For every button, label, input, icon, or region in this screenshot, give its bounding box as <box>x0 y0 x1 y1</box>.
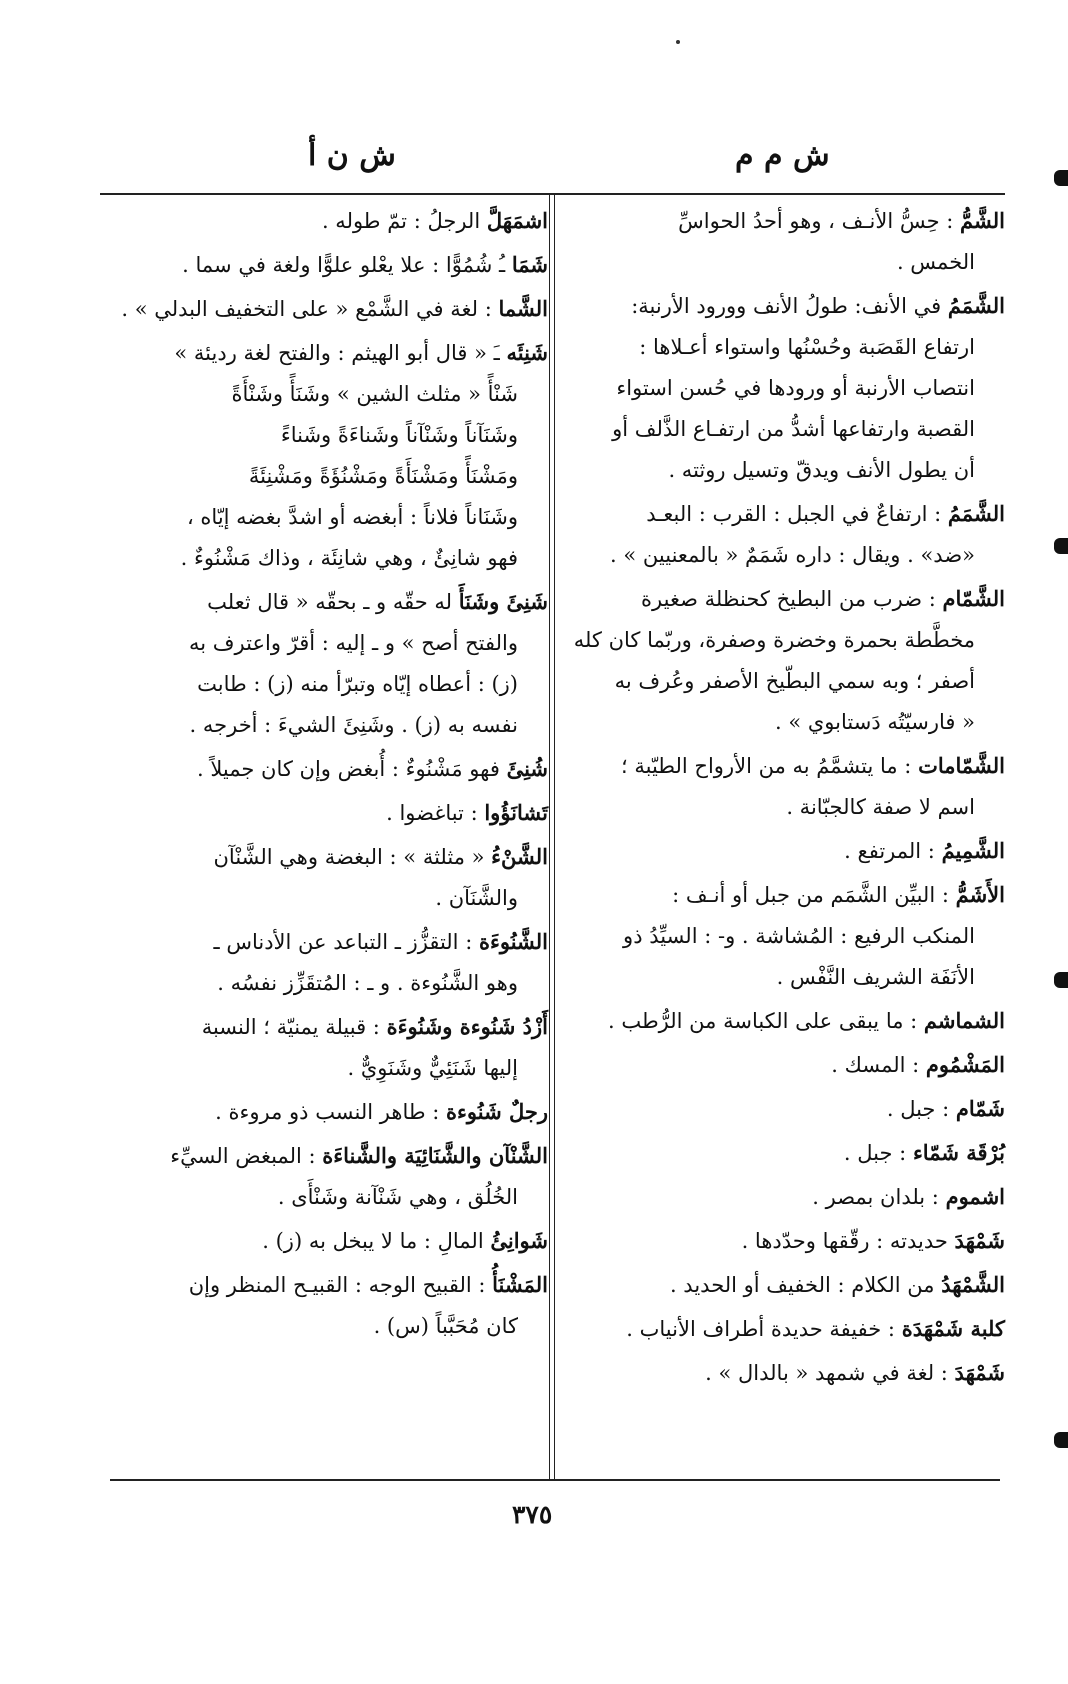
entry-first-line <box>108 200 548 242</box>
dictionary-entry <box>562 1220 1005 1262</box>
dictionary-entry <box>562 1264 1005 1306</box>
dictionary-entry <box>562 493 1005 576</box>
column-divider <box>549 193 555 1479</box>
dictionary-entry <box>562 1352 1005 1394</box>
entry-first-line <box>562 745 1005 787</box>
entry-continuation-line: فهو شانِئٌ ، وهي شانِئَة ، وذاك مَشْنُوءٌ . <box>180 546 518 570</box>
dictionary-entry <box>108 1264 548 1347</box>
entry-first-line <box>108 1220 548 1262</box>
dictionary-entry <box>108 748 548 790</box>
entry-continuation-line: والشَّنَآن . <box>435 886 518 910</box>
entry-headword: شَمْهَدَ <box>954 1360 1005 1385</box>
entry-continuation-line: المنكب الرفيع : المُشاشة . و- : السيِّدُ ذو <box>623 924 975 948</box>
entry-definition: ـُ شُمُوًّا : علا يعْلو علوًّا ولغة في سما . <box>182 253 506 277</box>
dictionary-entry <box>108 1220 548 1262</box>
entry-definition: : التقزُّز ـ التباعد عن الأدناس ـ <box>213 930 473 954</box>
entry-headword: الشَّمُّ <box>960 208 1005 233</box>
entry-headword: كلبة شَمْهَدَة <box>901 1316 1005 1341</box>
entry-headword: المَشْنَأُ <box>492 1272 548 1297</box>
entry-definition: : تباغضوا . <box>386 801 478 825</box>
entry-definition: : خفيفة حديدة أطراف الأنياب . <box>626 1317 895 1341</box>
entry-first-line <box>108 288 548 330</box>
entry-headword: المَشْمُوم <box>925 1052 1005 1077</box>
entry-headword: الشَّنْءُ <box>491 844 548 869</box>
entry-first-line <box>562 1088 1005 1130</box>
dictionary-entry <box>108 836 548 919</box>
entry-definition: من الكلام : الخفيف أو الحديد . <box>669 1273 935 1297</box>
entry-definition: في الأنف: طولُ الأنف وورود الأرنبة: <box>631 294 942 318</box>
entry-headword: شَوانِئُ <box>490 1228 548 1253</box>
entry-continuation-line: وشَنَآناً وشَنْآناً وشَناءَةً وشَناءً <box>280 423 518 447</box>
entry-first-line <box>562 830 1005 872</box>
dictionary-entry <box>562 200 1005 283</box>
bottom-rule <box>110 1479 1000 1481</box>
left-column-header: ش ن أ <box>308 138 396 173</box>
dictionary-entry <box>108 792 548 834</box>
entry-first-line <box>108 244 548 286</box>
entry-first-line <box>562 874 1005 916</box>
entry-continuation-line: مخطَّطة بحمرة وخضرة وصفرة، وربّما كان كله <box>573 628 975 652</box>
entry-headword: شَمْهَدَ <box>954 1228 1005 1253</box>
entry-definition: : ما يبقى على الكباسة من الرُّطب . <box>608 1009 918 1033</box>
edge-mark <box>1054 170 1068 186</box>
entry-headword: بُرْقَة شَمّاء <box>912 1140 1005 1165</box>
entry-first-line <box>108 581 548 623</box>
dictionary-entry <box>108 1135 548 1218</box>
entry-headword: شَمّام <box>955 1096 1005 1121</box>
entry-continuation-line: (ز) : أعطاه إيّاه وتبرّأ منه (ز) : طابت <box>197 672 518 696</box>
right-column-header: ش م م <box>735 138 830 173</box>
dictionary-entry <box>562 1000 1005 1042</box>
entry-definition: حديدته : رقّقها وحدّدها . <box>741 1229 948 1253</box>
entry-first-line <box>108 1091 548 1133</box>
dictionary-entry <box>562 874 1005 998</box>
entry-first-line <box>108 1135 548 1177</box>
entry-headword: تَشانَؤُوا <box>484 800 548 825</box>
dictionary-entry <box>108 288 548 330</box>
entry-definition: : لغة في الشَّمْع « على التخفيف البدلي » . <box>121 297 492 321</box>
entry-first-line <box>562 1264 1005 1306</box>
edge-mark <box>1054 538 1068 554</box>
entry-continuation-line: «ضد» . ويقال : داره شَمَمٌ « بالمعنيين » . <box>610 543 975 567</box>
entry-headword: شَنِئَ وشَنَأَ <box>458 589 548 614</box>
dictionary-entry <box>562 745 1005 828</box>
entry-definition: : القبيح الوجه : القبيـح المنظر وإن <box>188 1273 486 1297</box>
entry-continuation-line: اسم لا صفة كالجبّانة . <box>786 795 975 819</box>
entry-first-line <box>562 578 1005 620</box>
dictionary-entry <box>562 1132 1005 1174</box>
entry-headword: أَزْدُ شَنُوءة وشَنُوءَة <box>386 1014 548 1039</box>
dictionary-entry <box>108 200 548 242</box>
entry-definition: : المسك . <box>831 1053 920 1077</box>
entry-continuation-line: وهو الشَّنُوءة . و ـ : المُتقَزِّز نفسُه . <box>217 971 518 995</box>
entry-definition: : جبل . <box>843 1141 907 1165</box>
entry-headword: رجلٌ شَنُوءة <box>446 1099 548 1124</box>
entry-headword: اشموم <box>945 1184 1005 1209</box>
entry-headword: الشَّمَمُ <box>947 293 1005 318</box>
dictionary-entry <box>108 921 548 1004</box>
dictionary-entry <box>108 332 548 579</box>
entry-definition: : قبيلة يمنيّة ؛ النسبة <box>201 1015 380 1039</box>
entry-first-line <box>562 1000 1005 1042</box>
entry-continuation-line: الخُلُق ، وهي شَنْآنة وشَنْأَى . <box>277 1185 518 1209</box>
entry-headword: الشَّمِيمُ <box>941 838 1005 863</box>
scan-speck <box>676 40 680 44</box>
entry-definition: : ارتفاعٌ في الجبل : القرب : البعـد <box>646 502 942 526</box>
entry-first-line <box>108 792 548 834</box>
dictionary-entry <box>562 285 1005 491</box>
entry-first-line <box>562 1176 1005 1218</box>
entry-headword: الشَّنُوءَة <box>478 929 548 954</box>
entry-first-line <box>562 493 1005 535</box>
entry-headword: اشمَهَلَّ <box>486 208 548 233</box>
entry-headword: شَنِئَه <box>506 340 548 365</box>
entry-definition: الرجلُ : تمّ طوله . <box>321 209 481 233</box>
entry-continuation-line: أصفر ؛ وبه سمي البطّيخ الأصفر وعُرف به <box>614 669 975 693</box>
entry-continuation-line: وشَنَاناً فلاناً : أبغضه أو اشدَّ بغضه إيّاه ، <box>186 505 518 529</box>
entry-continuation-line: ارتفاع القَصَبة وحُسْنُها واستواء أعـلاها : <box>639 335 975 359</box>
dictionary-entry <box>108 1006 548 1089</box>
entry-definition: : ضرب من البطيخ كحنظلة صغيرة <box>641 587 936 611</box>
edge-mark <box>1054 1432 1068 1448</box>
entry-definition: : المبغض السيِّء <box>170 1144 316 1168</box>
entry-headword: الشَّمّام <box>942 586 1005 611</box>
entry-continuation-line: كان مُحَبَّباً (س) . <box>373 1314 518 1338</box>
entry-first-line <box>108 1006 548 1048</box>
entry-continuation-line: الخمس . <box>896 250 975 274</box>
entry-continuation-line: نفسه به (ز) . وشَنِئَ الشيءَ : أخرجه . <box>189 713 518 737</box>
entry-headword: شَمَا <box>511 252 548 277</box>
entry-definition: : جبل . <box>886 1097 950 1121</box>
entry-continuation-line: إليها شَنَئِيٌّ وشَنَوِيٌّ . <box>347 1056 518 1080</box>
entry-definition: فهو مَشْنُوءٌ : أُبغض وإن كان جميلاً . <box>197 757 500 781</box>
entry-first-line <box>108 921 548 963</box>
dictionary-entry <box>562 1044 1005 1086</box>
entry-continuation-line: انتصاب الأرنبة أو ورودها في حُسن استواء <box>616 376 975 400</box>
right-column <box>562 200 1005 1396</box>
entry-first-line <box>108 836 548 878</box>
entry-definition: : المرتفع . <box>844 839 935 863</box>
entry-headword: الشَّمَمُ <box>947 501 1005 526</box>
entry-continuation-line: والفتح أصح » و ـ إليه : أقرّ واعترف به <box>189 631 518 655</box>
entry-definition: : ما يتشمَّمُ به من الأرواح الطيّبة ؛ <box>621 754 912 778</box>
entry-first-line <box>562 1308 1005 1350</box>
page-number: ٣٧٥ <box>512 1500 553 1529</box>
entry-first-line <box>562 1220 1005 1262</box>
entry-first-line <box>562 1044 1005 1086</box>
entry-continuation-line: القصبة وارتفاعها أشدُّ من ارتفـاع الذَّلف أو <box>612 417 975 441</box>
entry-definition: « مثلثة » : البغضة وهي الشَّنْآن <box>213 845 485 869</box>
entry-headword: الشماشم <box>923 1008 1005 1033</box>
entry-continuation-line: الأنَفَة الشريف النَّفْس . <box>776 965 975 989</box>
entry-definition: : حِسُّ الأنـف ، وهو أحدُ الحواسِّ <box>678 209 954 233</box>
dictionary-entry <box>108 1091 548 1133</box>
entry-headword: الشَّما <box>498 296 548 321</box>
dictionary-entry <box>562 1176 1005 1218</box>
entry-first-line <box>562 285 1005 327</box>
dictionary-entry <box>562 1088 1005 1130</box>
entry-first-line <box>108 1264 548 1306</box>
entry-first-line <box>562 1132 1005 1174</box>
entry-continuation-line: « فارسيّتُه دَستابوي » . <box>775 710 975 734</box>
entry-first-line <box>108 748 548 790</box>
entry-definition: المالِ : ما لا يبخل به (ز) . <box>262 1229 484 1253</box>
entry-headword: الأَشَمُّ <box>955 882 1005 907</box>
entry-definition: : طاهر النسب ذو مروءة . <box>215 1100 440 1124</box>
dictionary-entry <box>108 581 548 746</box>
entry-definition: : بلدان بمصر . <box>812 1185 939 1209</box>
entry-headword: الشَّنْآن والشَّنَائِيَة والشَّناءَة <box>322 1143 548 1168</box>
entry-definition: له حقّه و ـ بحقّه « قال ثعلب <box>207 590 453 614</box>
entry-first-line <box>108 332 548 374</box>
entry-first-line <box>562 200 1005 242</box>
entry-headword: الشَّمْهَدُ <box>941 1272 1005 1297</box>
entry-headword: الشَّمّامات <box>918 753 1005 778</box>
left-column <box>108 200 548 1349</box>
entry-definition: : البيِّن الشَّمَم من جبل أو أنـف : <box>672 883 949 907</box>
edge-mark <box>1054 972 1068 988</box>
entry-continuation-line: أن يطول الأنف ويدقّ وتسيل روثته . <box>668 458 975 482</box>
entry-first-line <box>562 1352 1005 1394</box>
entry-headword: شُنِئَ <box>506 756 548 781</box>
dictionary-entry <box>108 244 548 286</box>
entry-continuation-line: شَنْأً « مثلث الشين » وشَنَأً وشَنْأَةً <box>231 382 518 406</box>
entry-continuation-line: ومَشْنَأً ومَشْنَأَةً ومَشْنُؤَةً ومَشْنِئَةً <box>248 464 518 488</box>
entry-definition: : لغة في شمهد « بالدال » . <box>705 1361 948 1385</box>
entry-definition: ـَ « قال أبو الهيثم : والفتح لغة رديئة » <box>174 341 500 365</box>
dictionary-entry <box>562 830 1005 872</box>
dictionary-entry <box>562 578 1005 743</box>
dictionary-entry <box>562 1308 1005 1350</box>
